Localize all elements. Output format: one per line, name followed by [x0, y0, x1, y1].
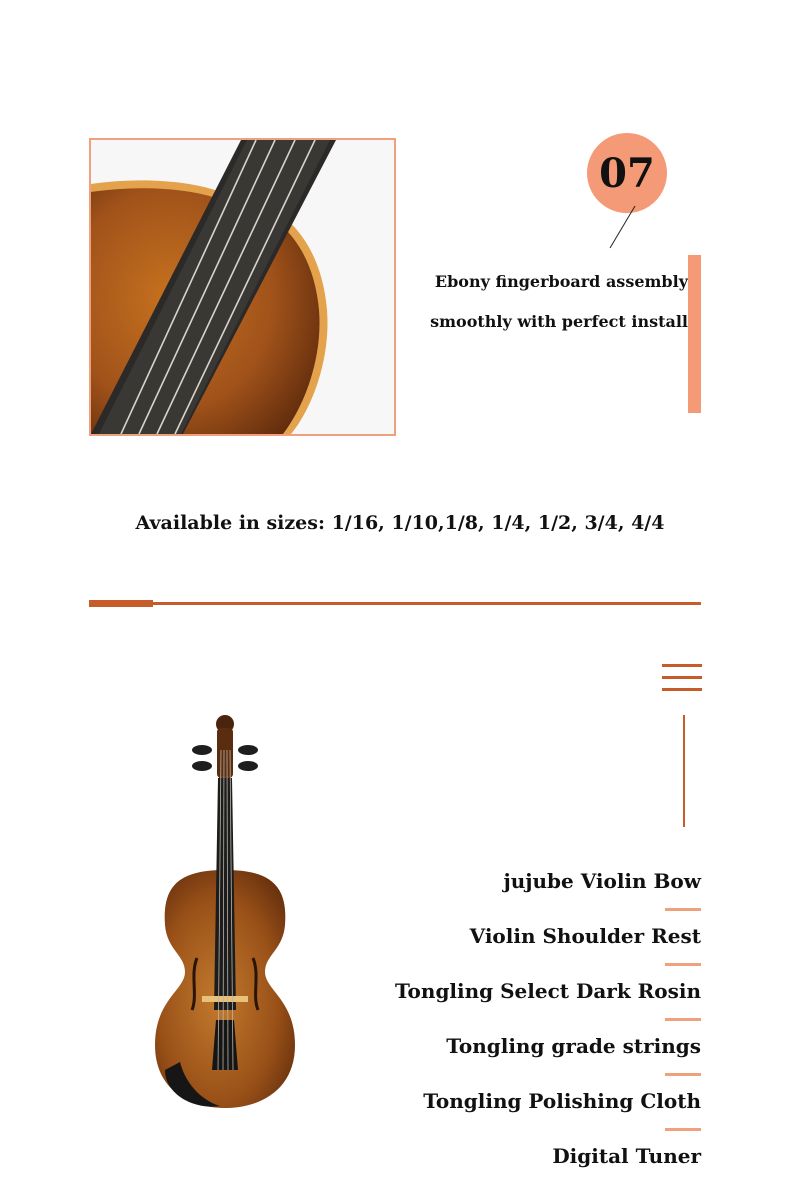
accessory-item: Tongling Select Dark Rosin	[394, 979, 701, 1003]
violin-image	[140, 710, 310, 1120]
accessory-underline	[665, 1018, 701, 1021]
accessory-item: Tongling grade strings	[446, 1034, 701, 1058]
sizes-text: Available in sizes: 1/16, 1/10,1/8, 1/4, 1/2, 3/4, 4/4	[135, 512, 665, 534]
feature-line-2: smoothly with perfect install	[430, 312, 688, 331]
accessory-underline	[665, 963, 701, 966]
accessory-item: jujube Violin Bow	[503, 869, 701, 893]
accent-bar	[688, 255, 701, 413]
vertical-accent-line	[683, 715, 685, 827]
feature-description	[430, 262, 688, 342]
section-divider	[89, 602, 701, 605]
section-divider-accent	[89, 600, 153, 607]
fingerboard-closeup-image	[91, 140, 394, 434]
accessory-item: Tongling Polishing Cloth	[423, 1089, 701, 1113]
accessory-underline	[665, 1128, 701, 1131]
accessory-underline	[665, 1073, 701, 1076]
fingerboard-photo	[89, 138, 396, 436]
menu-lines-icon	[662, 664, 702, 694]
feature-line-1: Ebony fingerboard assembly	[434, 272, 688, 291]
accessory-list	[395, 866, 701, 1172]
step-number-badge: 07	[587, 133, 667, 213]
accessory-item: Digital Tuner	[552, 1144, 701, 1168]
pointer-line	[600, 200, 650, 260]
accessory-item: Violin Shoulder Rest	[469, 924, 701, 948]
accessory-underline	[665, 908, 701, 911]
